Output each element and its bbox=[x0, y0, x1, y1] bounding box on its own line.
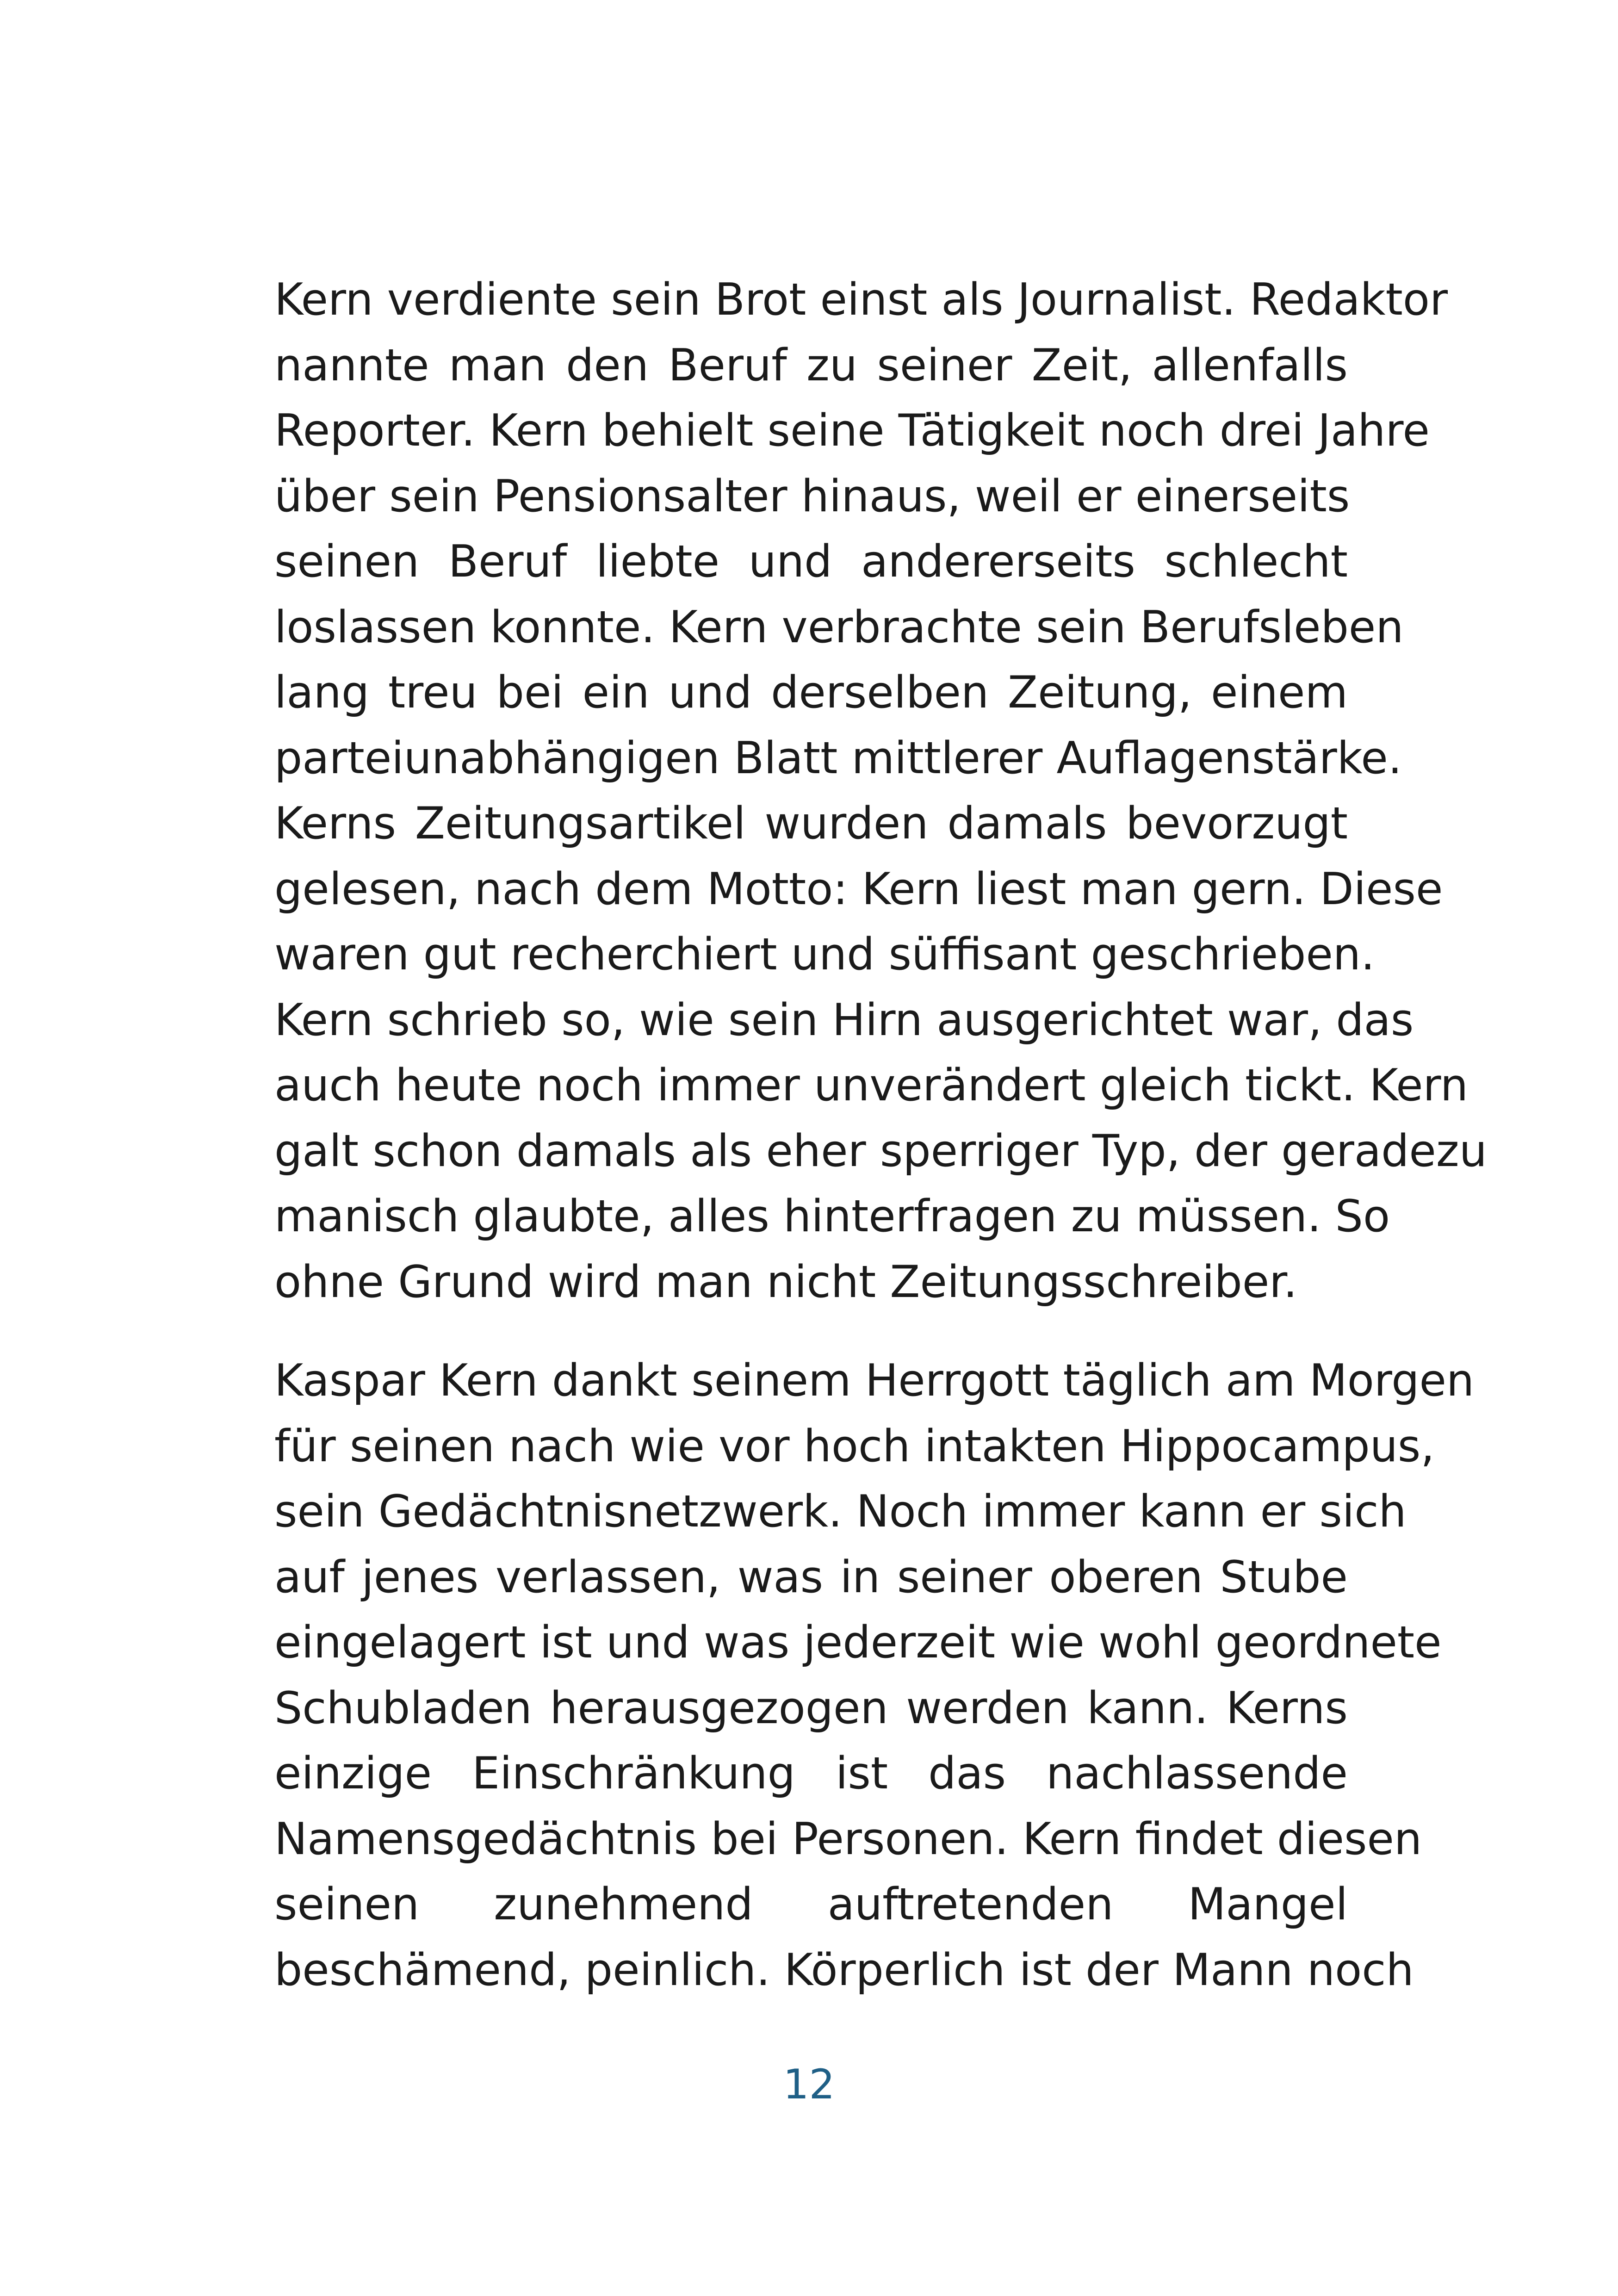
paragraph-2 bbox=[274, 1348, 1475, 2003]
paragraph-1 bbox=[274, 267, 1487, 1315]
body-text bbox=[274, 267, 1487, 2003]
text-line: sein Gedächtnisnetzwerk. Noch immer kann er sich bbox=[274, 1486, 1407, 1537]
text-line: Schubladen herausgezogen werden kann. Kerns bbox=[274, 1682, 1348, 1734]
text-line: waren gut recherchiert und süffisant geschrieben. bbox=[274, 929, 1375, 980]
text-line: loslassen konnte. Kern verbrachte sein Berufsleben bbox=[274, 602, 1404, 653]
text-line: lang treu bei ein und derselben Zeitung, einem bbox=[274, 667, 1348, 718]
text-line: ohne Grund wird man nicht Zeitungsschreiber. bbox=[274, 1256, 1297, 1308]
text-line: parteiunabhängigen Blatt mittlerer Auflagenstärke. bbox=[274, 732, 1402, 784]
text-line: für seinen nach wie vor hoch intakten Hippocampus, bbox=[274, 1421, 1435, 1472]
page-number: 12 bbox=[783, 2060, 835, 2108]
text-line: gelesen, nach dem Motto: Kern liest man gern. Diese bbox=[274, 863, 1443, 915]
text-line: Namensgedächtnis bei Personen. Kern findet diesen bbox=[274, 1813, 1422, 1865]
text-line: auf jenes verlassen, was in seiner oberen Stube bbox=[274, 1551, 1348, 1603]
text-line: Kern schrieb so, wie sein Hirn ausgerichtet war, das bbox=[274, 994, 1414, 1046]
text-line: seinen Beruf liebte und andererseits schlecht bbox=[274, 536, 1348, 587]
text-line: über sein Pensionsalter hinaus, weil er einerseits bbox=[274, 471, 1350, 522]
text-line: galt schon damals als eher sperriger Typ, der geradezu bbox=[274, 1125, 1487, 1177]
text-line: Kerns Zeitungsartikel wurden damals bevorzugt bbox=[274, 798, 1348, 849]
text-line: eingelagert ist und was jederzeit wie wohl geordnete bbox=[274, 1617, 1442, 1668]
text-line: einzige Einschränkung ist das nachlassende bbox=[274, 1748, 1348, 1799]
text-line: Kaspar Kern dankt seinem Herrgott täglich am Morgen bbox=[274, 1355, 1475, 1406]
text-line: auch heute noch immer unverändert gleich tickt. Kern bbox=[274, 1060, 1469, 1111]
text-line: beschämend, peinlich. Körperlich ist der Mann noch bbox=[274, 1944, 1414, 1996]
text-line: Reporter. Kern behielt seine Tätigkeit noch drei Jahre bbox=[274, 405, 1430, 456]
text-line: manisch glaubte, alles hinterfragen zu müssen. So bbox=[274, 1191, 1390, 1242]
text-line: nannte man den Beruf zu seiner Zeit, allenfalls bbox=[274, 340, 1348, 391]
text-line: Kern verdiente sein Brot einst als Journalist. Redaktor bbox=[274, 274, 1448, 325]
text-line: seinen zunehmend auftretenden Mangel bbox=[274, 1879, 1348, 1930]
